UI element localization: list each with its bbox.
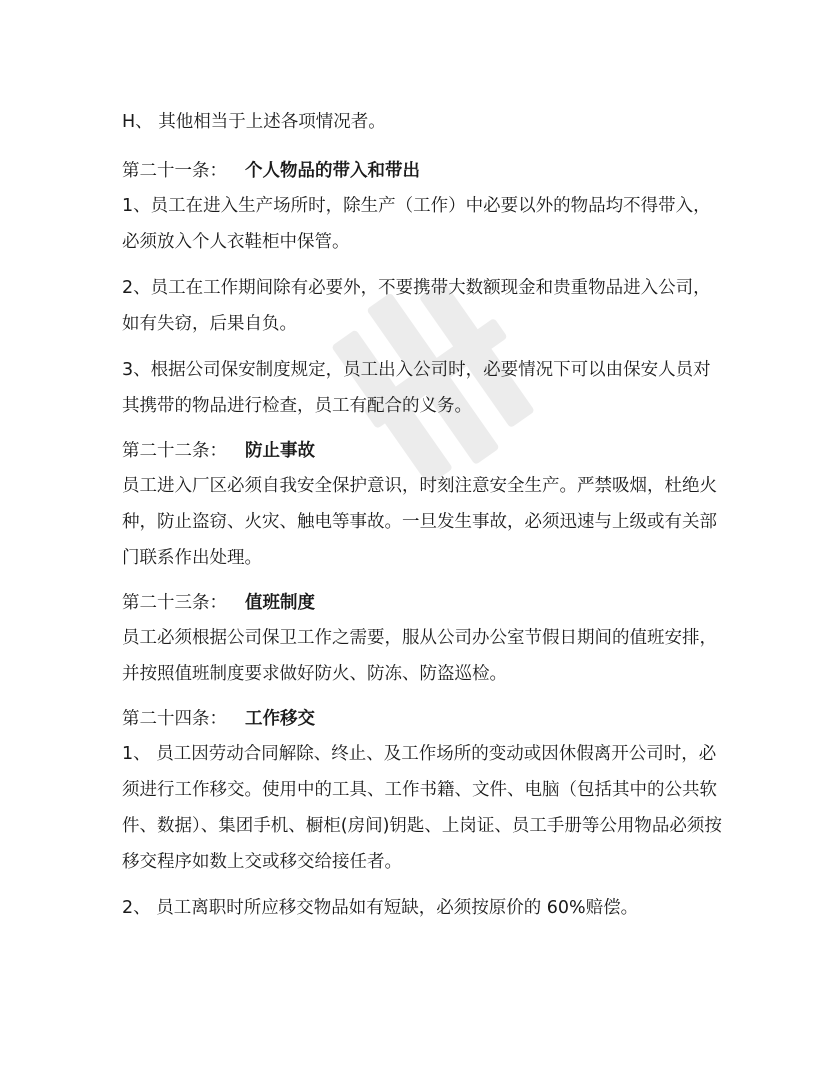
paragraph: 1、 员工因劳动合同解除、终止、及工作场所的变动或因休假离开公司时，必须进行工作移交。使用中的工具、工作书籍、文件、电脑（包括其中的公共软件、数据）、集团手机、橱柜(房间)钥匙、上岗证、员工手册等公用物品必须按移交程序如数上交或移交给接任者。: [122, 744, 722, 872]
section-23: [122, 586, 722, 692]
section-number: 第二十四条：: [122, 709, 227, 729]
section-heading: [122, 586, 722, 620]
section-heading: [122, 154, 722, 188]
paragraph: 员工必须根据公司保卫工作之需要，服从公司办公室节假日期间的值班安排，并按照值班制度要求做好防火、防冻、防盗巡检。: [122, 628, 717, 684]
paragraph: 3、根据公司保安制度规定，员工出入公司时，必要情况下可以由保安人员对其携带的物品进行检查，员工有配合的义务。: [122, 360, 711, 416]
section-number: 第二十三条：: [122, 593, 227, 613]
section-22: [122, 434, 722, 576]
section-24: [122, 702, 722, 926]
paragraph: 2、员工在工作期间除有必要外，不要携带大数额现金和贵重物品进入公司，如有失窃，后果自负。: [122, 278, 711, 334]
section-title: 防止事故: [245, 441, 315, 461]
intro-line: H、 其他相当于上述各项情况者。: [122, 112, 386, 132]
section-title: 值班制度: [245, 593, 315, 613]
section-heading: [122, 702, 722, 736]
document-body: [122, 104, 722, 936]
paragraph: 1、员工在进入生产场所时，除生产（工作）中必要以外的物品均不得带入，必须放入个人衣鞋柜中保管。: [122, 196, 711, 252]
paragraph: 2、 员工离职时所应移交物品如有短缺，必须按原价的 60%赔偿。: [122, 898, 639, 918]
paragraph: 员工进入厂区必须自我安全保护意识，时刻注意安全生产。严禁吸烟，杜绝火种，防止盗窃、火灾、触电等事故。一旦发生事故，必须迅速与上级或有关部门联系作出处理。: [122, 476, 717, 568]
section-21: [122, 154, 722, 424]
section-heading: [122, 434, 722, 468]
section-number: 第二十二条：: [122, 441, 227, 461]
section-number: 第二十一条：: [122, 161, 227, 181]
section-title: 个人物品的带入和带出: [245, 161, 420, 181]
section-title: 工作移交: [245, 709, 315, 729]
